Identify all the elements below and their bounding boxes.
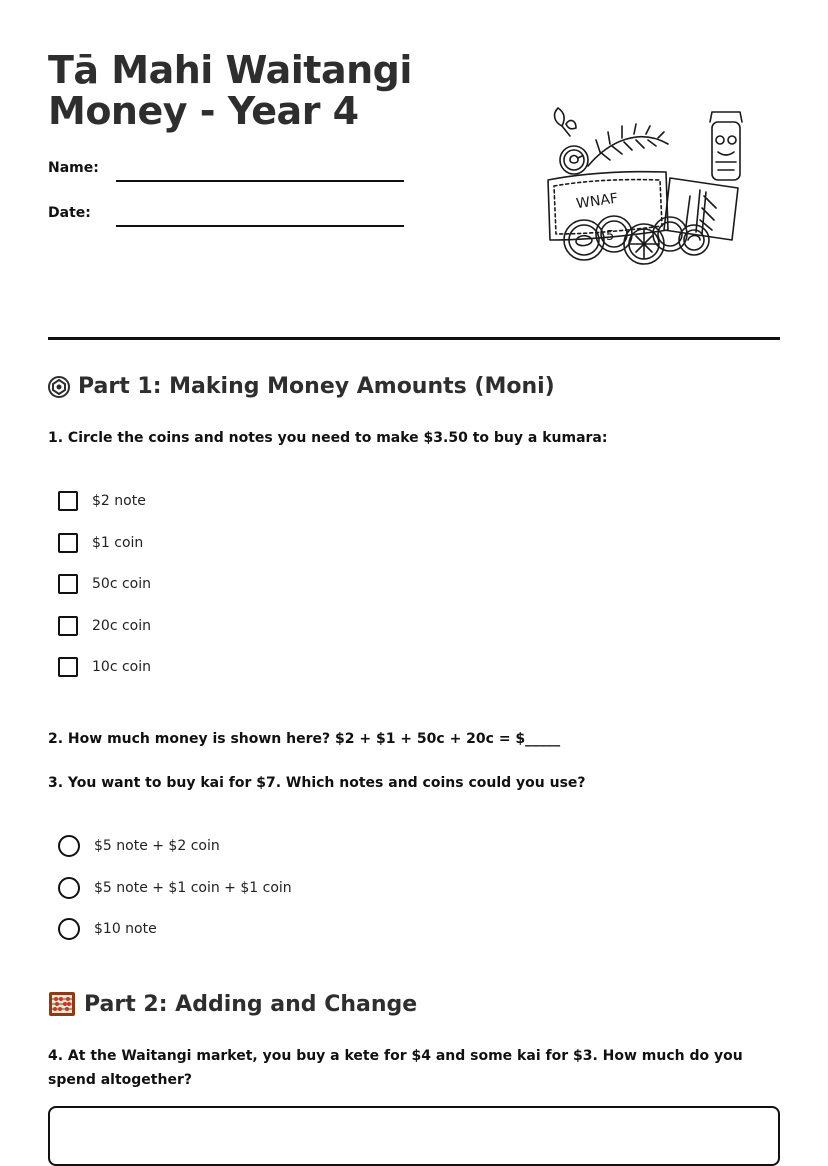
- q1-option-50c-coin[interactable]: [58, 574, 151, 594]
- q1-option-10c-coin[interactable]: [58, 657, 151, 677]
- option-label: $10 note: [94, 921, 157, 937]
- option-label: 10c coin: [92, 659, 151, 675]
- part1-heading: [48, 374, 555, 399]
- part2-heading: [48, 991, 417, 1017]
- option-label: $5 note + $2 coin: [94, 838, 220, 854]
- q3-option-b[interactable]: [58, 877, 292, 899]
- illustration-note-text: WNAF: [575, 190, 620, 213]
- radio-button[interactable]: [58, 918, 80, 940]
- option-label: $5 note + $1 coin + $1 coin: [94, 880, 292, 896]
- option-label: $2 note: [92, 493, 146, 509]
- worksheet-title: [48, 50, 412, 132]
- question-4-text: 4. At the Waitangi market, you buy a kete for $4 and some kai for $3. How much do you spend altogether?: [48, 1048, 743, 1088]
- option-label: 50c coin: [92, 576, 151, 592]
- header-divider: [48, 337, 780, 340]
- q3-option-a[interactable]: [58, 835, 220, 857]
- question-4-answer-box[interactable]: [48, 1106, 780, 1166]
- q3-option-c[interactable]: [58, 918, 157, 940]
- radio-button[interactable]: [58, 877, 80, 899]
- q1-option-20c-coin[interactable]: [58, 616, 151, 636]
- abacus-emoji-icon: [48, 991, 76, 1017]
- option-label: 20c coin: [92, 618, 151, 634]
- name-label: Name:: [48, 160, 99, 176]
- coin-emoji-icon: [48, 376, 70, 398]
- part2-title: Part 2: Adding and Change: [84, 991, 418, 1017]
- name-field[interactable]: [116, 180, 404, 182]
- question-2-text: 2. How much money is shown here? $2 + $1 + 50c + 20c = $_____: [48, 731, 561, 747]
- date-field[interactable]: [116, 225, 404, 227]
- radio-button[interactable]: [58, 835, 80, 857]
- checkbox[interactable]: [58, 657, 78, 677]
- q1-option-2-dollar-note[interactable]: [58, 491, 146, 511]
- money-illustration-icon: [540, 100, 750, 270]
- checkbox[interactable]: [58, 533, 78, 553]
- question-3-text: 3. You want to buy kai for $7. Which notes and coins could you use?: [48, 775, 586, 791]
- title-line-2: Money - Year 4: [48, 89, 359, 133]
- title-line-1: Tā Mahi Waitangi: [48, 48, 412, 92]
- checkbox[interactable]: [58, 616, 78, 636]
- worksheet-header: [48, 0, 780, 340]
- worksheet-page: [48, 0, 780, 1088]
- illustration-coin-text: 5: [606, 229, 615, 244]
- option-label: $1 coin: [92, 535, 144, 551]
- date-label: Date:: [48, 205, 91, 221]
- part1-title: Part 1: Making Money Amounts (Moni): [78, 374, 555, 399]
- question-1-text: 1. Circle the coins and notes you need to make $3.50 to buy a kumara:: [48, 430, 608, 446]
- q1-option-1-dollar-coin[interactable]: [58, 533, 143, 553]
- checkbox[interactable]: [58, 491, 78, 511]
- checkbox[interactable]: [58, 574, 78, 594]
